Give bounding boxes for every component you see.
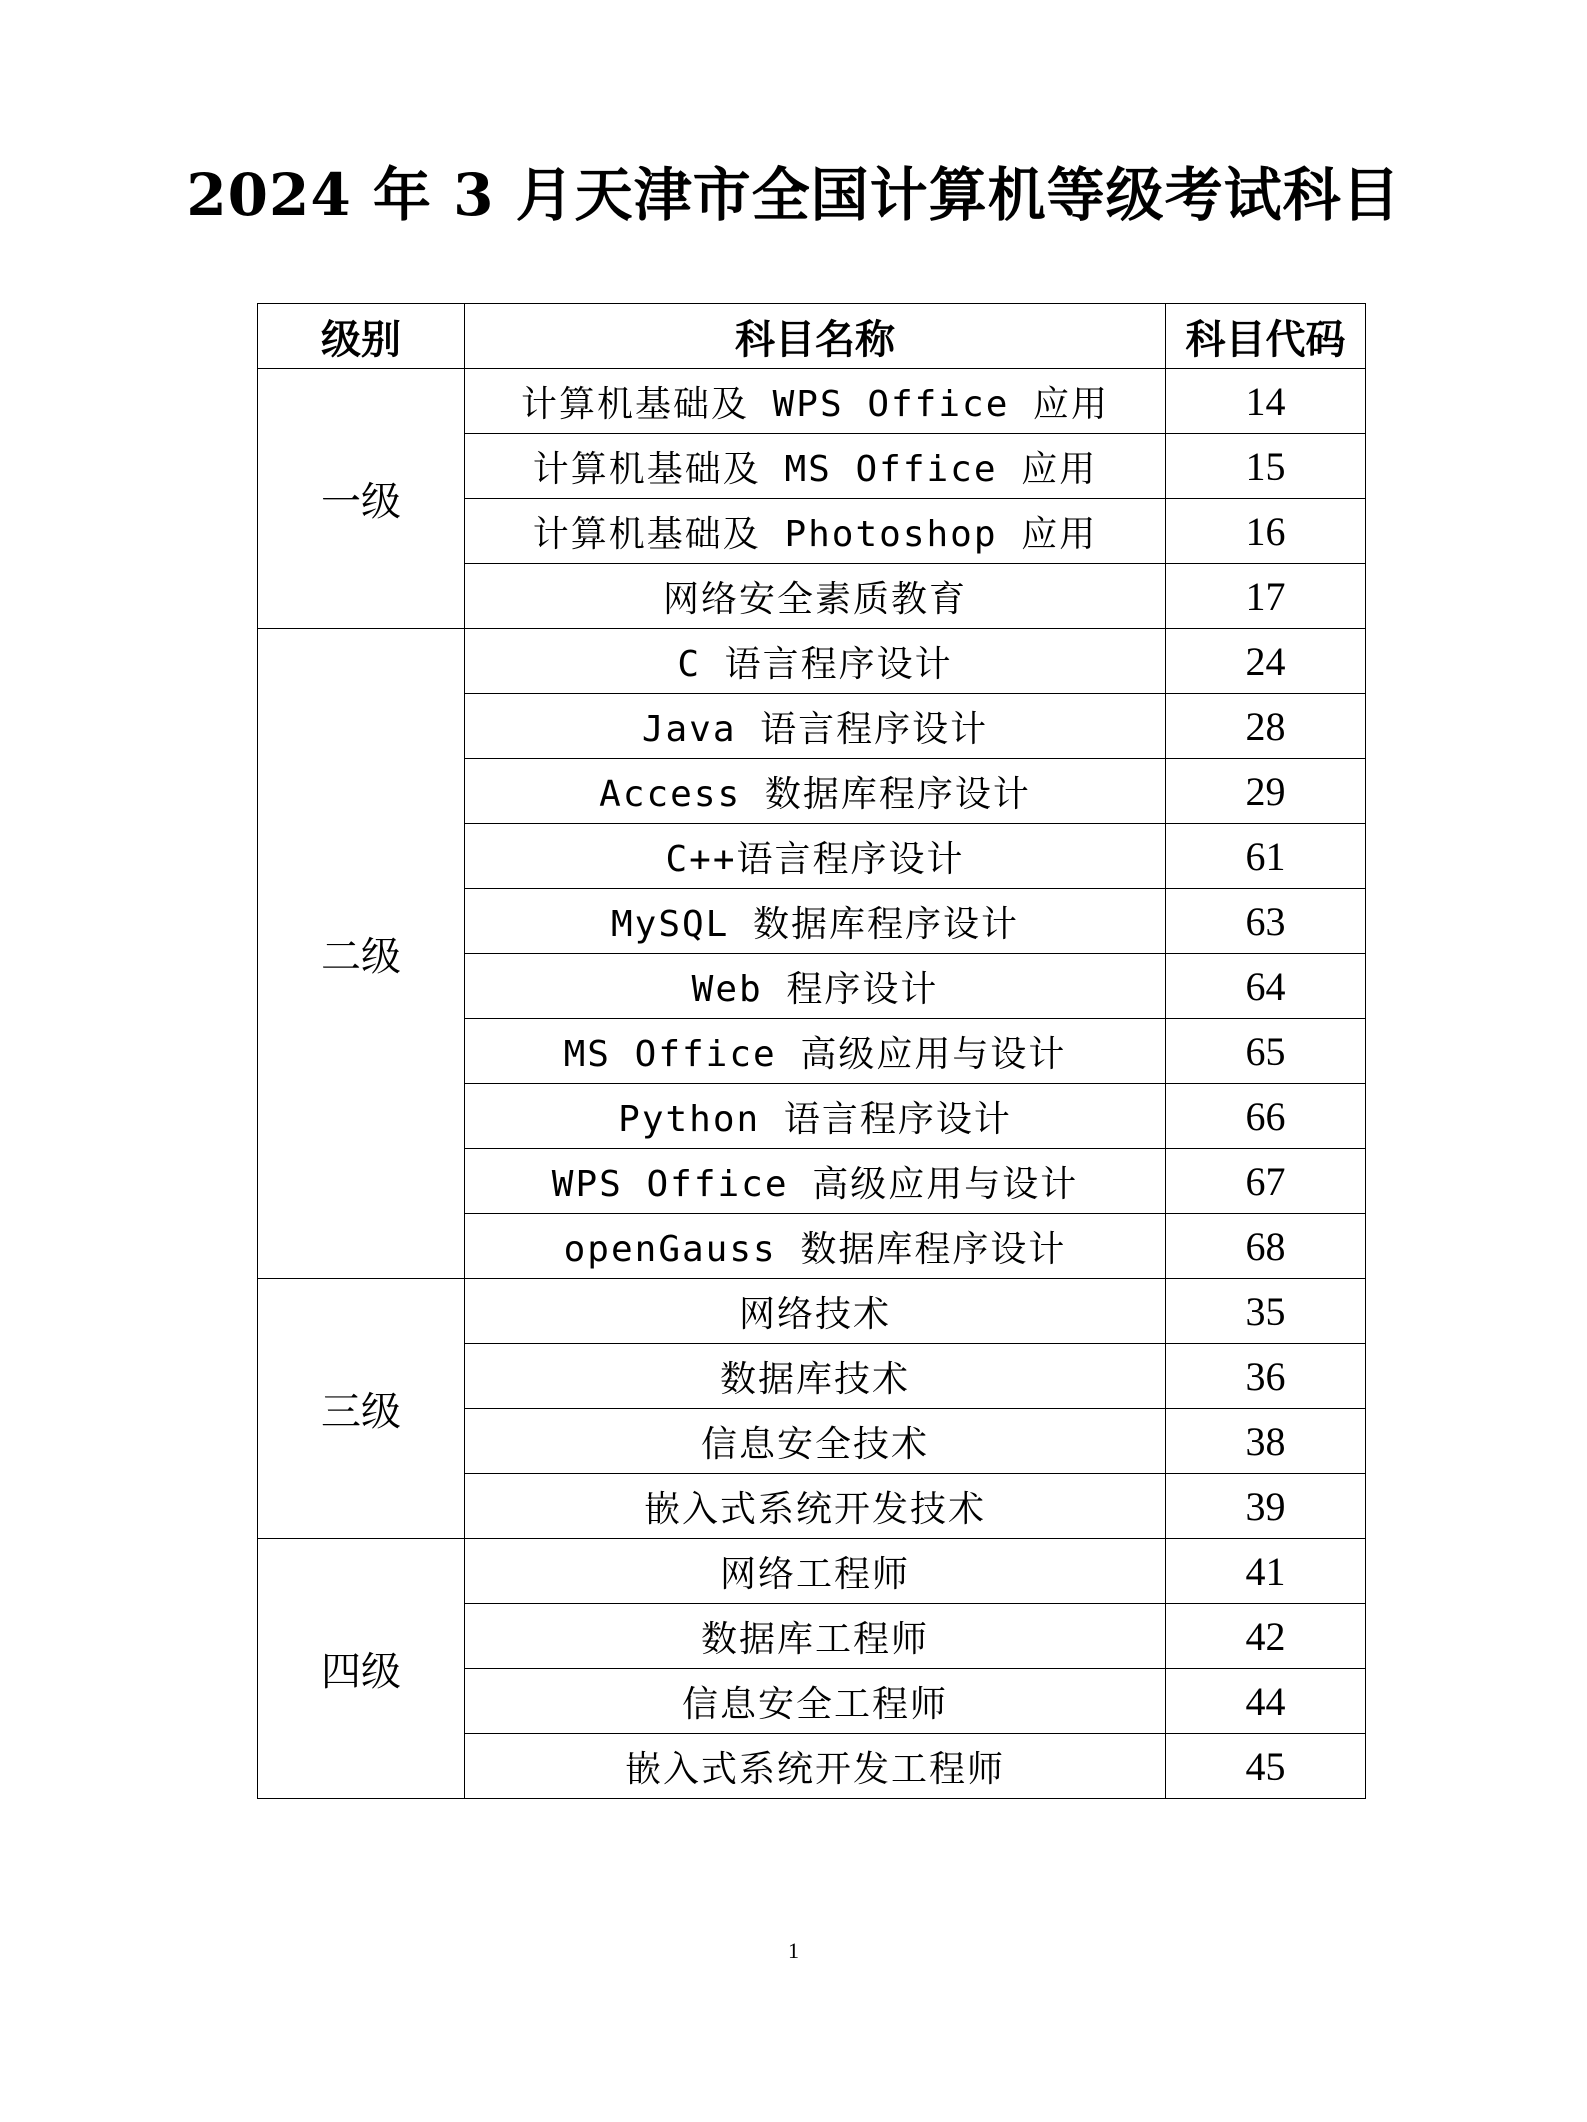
table-row — [258, 629, 1366, 694]
subject-name: 计算机基础及 MS Office 应用 — [465, 434, 1166, 499]
subject-code: 63 — [1166, 889, 1366, 954]
subject-name: Web 程序设计 — [465, 954, 1166, 1019]
subject-code: 41 — [1166, 1539, 1366, 1604]
subject-code: 61 — [1166, 824, 1366, 889]
table-row — [258, 1539, 1366, 1604]
subject-code: 16 — [1166, 499, 1366, 564]
subject-code: 36 — [1166, 1344, 1366, 1409]
subject-name: 计算机基础及 WPS Office 应用 — [465, 369, 1166, 434]
subject-name: 网络技术 — [465, 1279, 1166, 1344]
subject-name: Java 语言程序设计 — [465, 694, 1166, 759]
subject-name: 信息安全技术 — [465, 1409, 1166, 1474]
subject-name: 网络工程师 — [465, 1539, 1166, 1604]
subject-code: 66 — [1166, 1084, 1366, 1149]
subject-code: 68 — [1166, 1214, 1366, 1279]
level-cell: 三级 — [258, 1279, 465, 1539]
subject-code: 24 — [1166, 629, 1366, 694]
subject-name: WPS Office 高级应用与设计 — [465, 1149, 1166, 1214]
subject-name: 嵌入式系统开发技术 — [465, 1474, 1166, 1539]
page-title: 2024 年 3 月天津市全国计算机等级考试科目 — [186, 161, 1401, 229]
subject-name: MS Office 高级应用与设计 — [465, 1019, 1166, 1084]
table-header-row — [258, 304, 1366, 369]
subject-code: 28 — [1166, 694, 1366, 759]
subject-code: 67 — [1166, 1149, 1366, 1214]
subject-code: 29 — [1166, 759, 1366, 824]
level-cell: 四级 — [258, 1539, 465, 1799]
level-cell: 二级 — [258, 629, 465, 1279]
header-subject-code: 科目代码 — [1166, 304, 1366, 369]
subject-code: 42 — [1166, 1604, 1366, 1669]
subject-name: 网络安全素质教育 — [465, 564, 1166, 629]
subject-name: C 语言程序设计 — [465, 629, 1166, 694]
subject-name: 嵌入式系统开发工程师 — [465, 1734, 1166, 1799]
subject-name: 数据库工程师 — [465, 1604, 1166, 1669]
page-number: 1 — [788, 1938, 799, 1963]
subject-code: 17 — [1166, 564, 1366, 629]
subject-name: 信息安全工程师 — [465, 1669, 1166, 1734]
header-subject-name: 科目名称 — [465, 304, 1166, 369]
subject-code: 35 — [1166, 1279, 1366, 1344]
subject-code: 45 — [1166, 1734, 1366, 1799]
subject-name: Access 数据库程序设计 — [465, 759, 1166, 824]
header-level: 级别 — [258, 304, 465, 369]
subject-code: 38 — [1166, 1409, 1366, 1474]
subjects-table — [257, 303, 1366, 1799]
subject-code: 39 — [1166, 1474, 1366, 1539]
subject-name: Python 语言程序设计 — [465, 1084, 1166, 1149]
subject-name: C++语言程序设计 — [465, 824, 1166, 889]
subject-name: openGauss 数据库程序设计 — [465, 1214, 1166, 1279]
subject-code: 64 — [1166, 954, 1366, 1019]
subject-code: 44 — [1166, 1669, 1366, 1734]
level-cell: 一级 — [258, 369, 465, 629]
subject-name: 数据库技术 — [465, 1344, 1166, 1409]
table-row — [258, 369, 1366, 434]
subject-code: 15 — [1166, 434, 1366, 499]
subject-name: 计算机基础及 Photoshop 应用 — [465, 499, 1166, 564]
subject-code: 65 — [1166, 1019, 1366, 1084]
subject-name: MySQL 数据库程序设计 — [465, 889, 1166, 954]
table-row — [258, 1279, 1366, 1344]
subject-code: 14 — [1166, 369, 1366, 434]
